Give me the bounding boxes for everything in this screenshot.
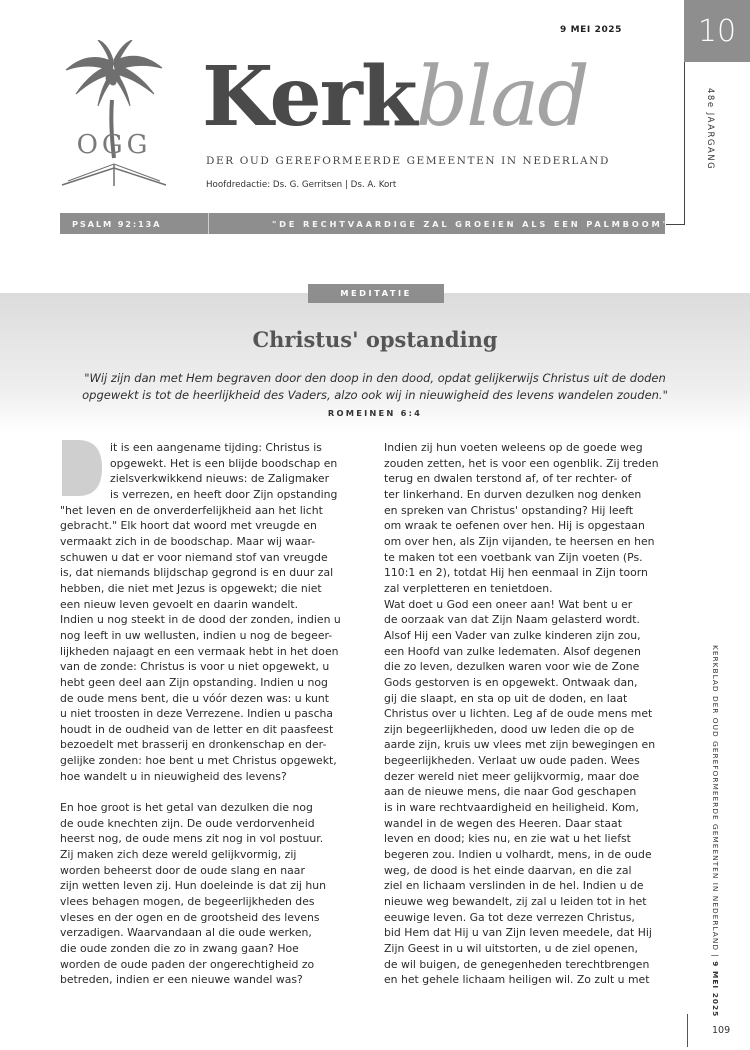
psalm-divider xyxy=(208,213,209,234)
text-line: terug en dwalen terstond af, of ter rechter- of xyxy=(384,472,632,486)
text-line: een Hoofd van zulke ledematen. Alsof degenen xyxy=(384,644,641,658)
running-title-separator: | xyxy=(711,954,720,958)
text-line: Zij maken zich deze wereld gelijkvormig, zij xyxy=(60,848,297,862)
text-line: gij die slaapt, en sta op uit de doden, en laat xyxy=(384,691,628,705)
text-line: is in ware rechtvaardigheid en heiligheid. Kom, xyxy=(384,801,639,815)
text-line: om wraak te oefenen over hen. Hij is opgestaan xyxy=(384,519,645,533)
masthead xyxy=(202,49,588,145)
issue-date: 9 MEI 2025 xyxy=(560,25,623,35)
issue-number: 10 xyxy=(684,0,750,62)
page-number-rule xyxy=(687,1014,688,1047)
text-line: betreden, indien er een nieuwe wandel was? xyxy=(60,973,303,987)
text-line: begeren zou. Indien u volhardt, mens, in de oude xyxy=(384,848,652,862)
text-line: worden beheerst door de oude slang en naar xyxy=(60,863,305,877)
text-line: de wil buigen, de genegenheden terechtbrengen xyxy=(384,957,650,971)
text-line: hebt geen deel aan Zijn opstanding. Indien u nog xyxy=(60,675,328,689)
text-line: opgewekt. Het is een blijde boodschap en xyxy=(110,456,338,470)
intro-quote: "Wij zijn dan met Hem begraven door den doop in den dood, opdat gelijkerwijs Christus uit de doden opgewekt is tot de heerlijkheid des Vaders, alzo ook wij in nieuwigheid des levens wandelen zouden." xyxy=(82,371,668,402)
text-line: aan de nieuwe mens, die naar God geschapen xyxy=(384,785,637,799)
psalm-reference: PSALM 92:13A xyxy=(72,219,162,229)
running-title-date: 9 MEI 2025 xyxy=(711,961,720,1018)
palm-tree-bible-logo xyxy=(58,40,170,190)
editors-line: Hoofdredactie: Ds. G. Gerritsen | Ds. A. Kort xyxy=(206,180,397,190)
text-line: zijn begeerlijkheden, dood uw leden die op de xyxy=(384,722,635,736)
text-line: bid Hem dat Hij u van Zijn leven meedele, dat Hij xyxy=(384,926,652,940)
text-line: hebben, die niet met Jezus is opgewekt; die niet xyxy=(60,581,322,595)
text-line: en het gehele lichaam heiligen wil. Zo zult u met xyxy=(384,973,650,987)
text-line: hoe wandelt u in nieuwigheid des levens? xyxy=(60,769,287,783)
text-line: Christus over u lichten. Leg af de oude mens met xyxy=(384,707,653,721)
text-line: om over hen, als Zijn vijanden, te heersen en hen xyxy=(384,534,655,548)
text-line: die zo leven, dezulken waren voor wie de Zone xyxy=(384,660,640,674)
text-line: Wat doet u God een oneer aan! Wat bent u er xyxy=(384,597,633,611)
text-line: Indien u nog steekt in de dood der zonden, indien u xyxy=(60,613,341,627)
text-line: En hoe groot is het getal van dezulken die nog xyxy=(60,801,313,815)
text-line: nieuwe weg bewandelt, zij zal u leiden tot in het xyxy=(384,895,647,909)
issue-rule xyxy=(684,62,685,224)
running-title xyxy=(711,645,720,1017)
text-line: de oorzaak van dat Zijn Naam gelasterd wordt. xyxy=(384,613,640,627)
article-title: Christus' opstanding xyxy=(252,327,498,352)
text-line: u niet troosten in deze Verrezene. Indien u pascha xyxy=(60,707,334,721)
text-line: Zijn Geest in u wil uitstorten, u de ziel openen, xyxy=(384,942,638,955)
psalm-bar xyxy=(60,213,670,234)
text-line: houdt in de oudheid van de letter en dit paasfeest xyxy=(60,722,334,736)
text-line: Alsof Hij een Vader van zulke kinderen zijn zou, xyxy=(384,628,641,642)
text-line: die oude zonden die zo in zwang gaan? Hoe xyxy=(60,941,299,955)
text-line: zouden zetten, het is voor een ogenblik. Zij treden xyxy=(384,456,659,470)
text-line: gebracht." Elk hoort dat woord met vreugde en xyxy=(60,519,317,533)
running-title-text: KERKBLAD DER OUD GEREFORMEERDE GEMEENTEN IN NEDERLAND xyxy=(711,645,720,952)
article-column-right xyxy=(384,440,688,988)
text-line: lijkheden najaagt en een vermaak hebt in het doen xyxy=(60,644,339,658)
masthead-subtitle: DER OUD GEREFORMEERDE GEMEENTEN IN NEDERLAND xyxy=(206,155,610,167)
text-line: schuwen u dat er voor niemand stof van vreugde xyxy=(60,550,328,564)
rubric-label: MEDITATIE xyxy=(308,284,444,303)
text-line: gelijke zonden: hoe bent u met Christus opgewekt, xyxy=(60,754,337,768)
text-line: en spreken van Christus' opstanding? Hij leeft xyxy=(384,503,634,517)
text-line: begeerlijkheden. Verlaat uw oude paden. Wees xyxy=(384,754,640,768)
text-line: vermaakt zich in de boodschap. Maar wij waar- xyxy=(60,534,316,548)
article-paragraph xyxy=(384,440,688,988)
logo-text: OGG xyxy=(76,130,152,160)
psalm-quote: "DE RECHTVAARDIGE ZAL GROEIEN ALS EEN PALMBOOM" xyxy=(272,219,670,229)
page-number: 109 xyxy=(712,1025,731,1036)
text-line: Indien zij hun voeten weleens op de goede weg xyxy=(384,441,643,454)
text-line: zijn wetten leven zij. Hun doeleinde is dat zij hun xyxy=(60,879,327,893)
text-line: heerst nog, de oude mens zit nog in vol postuur. xyxy=(60,832,324,846)
text-line: bezoedelt met brasserij en dronkenschap en der- xyxy=(60,738,327,752)
text-line: ter linkerhand. En durven dezulken nog denken xyxy=(384,487,642,501)
text-line: weg, de dood is het einde daarvan, en die zal xyxy=(384,863,632,877)
volume-label: 48e JAARGANG xyxy=(705,88,715,171)
palm-tree-icon xyxy=(58,40,170,190)
text-line: it is een aangename tijding: Christus is xyxy=(110,441,322,454)
article-column-left xyxy=(60,440,362,988)
text-line: wandel in de wegen des Heeren. Daar staat xyxy=(384,816,622,830)
text-line: worden de oude paden der ongerechtigheid zo xyxy=(60,957,315,971)
text-line: vleses en der ogen en de grootsheid des levens xyxy=(60,910,320,924)
text-line: aarde zijn, kruis uw vlees met zijn bewegingen en xyxy=(384,738,656,752)
text-line: ziel en lichaam verslinden in de hel. Indien u de xyxy=(384,879,644,893)
text-line: vlees behagen mogen, de begeerlijkheden des xyxy=(60,895,315,909)
text-line: Gods gestorven is en opgewekt. Ontwaak dan, xyxy=(384,675,638,689)
article-paragraph xyxy=(60,800,362,988)
text-line: leven en dood; kies nu, en zie wat u het liefst xyxy=(384,832,631,846)
text-line: eeuwige leven. Ga tot deze verrezen Christus, xyxy=(384,910,635,924)
text-line: een nieuw leven gevoelt en daarin wandelt. xyxy=(60,597,299,611)
article-paragraph xyxy=(60,440,362,784)
text-line: te maken tot een voetbank van Zijn voeten (Ps. xyxy=(384,550,643,564)
masthead-kerk: Kerk xyxy=(202,49,416,145)
text-line: de oude mens bent, die u vóór dezen was: u kunt xyxy=(60,691,329,705)
text-line: zal verpletteren en tenietdoen. xyxy=(384,581,553,595)
text-line: van de zonde: Christus is voor u niet opgewekt, u xyxy=(60,660,330,674)
text-line: is, dat niemands blijdschap gegrond is en duur zal xyxy=(60,566,334,580)
text-line: nog leeft in uw wellusten, indien u nog de begeer- xyxy=(60,628,333,642)
masthead-blad: blad xyxy=(415,50,588,145)
text-line: dezer wereld niet meer gelijkvormig, maar doe xyxy=(384,769,640,783)
text-line: is verrezen, en heeft door Zijn opstanding xyxy=(110,487,338,501)
text-line: 110:1 en 2), totdat Hij hen eenmaal in Zijn toorn xyxy=(384,566,648,580)
text-line: zielsverkwikkend nieuws: de Zaligmaker xyxy=(110,472,330,486)
intro-reference: ROMEINEN 6:4 xyxy=(327,408,423,418)
text-line: de oude knechten zijn. De oude verdorvenheid xyxy=(60,816,315,830)
text-line: verzadigen. Waarvandaan al die oude werken, xyxy=(60,926,312,940)
text-line: "het leven en de onverderfelijkheid aan het licht xyxy=(60,503,323,517)
